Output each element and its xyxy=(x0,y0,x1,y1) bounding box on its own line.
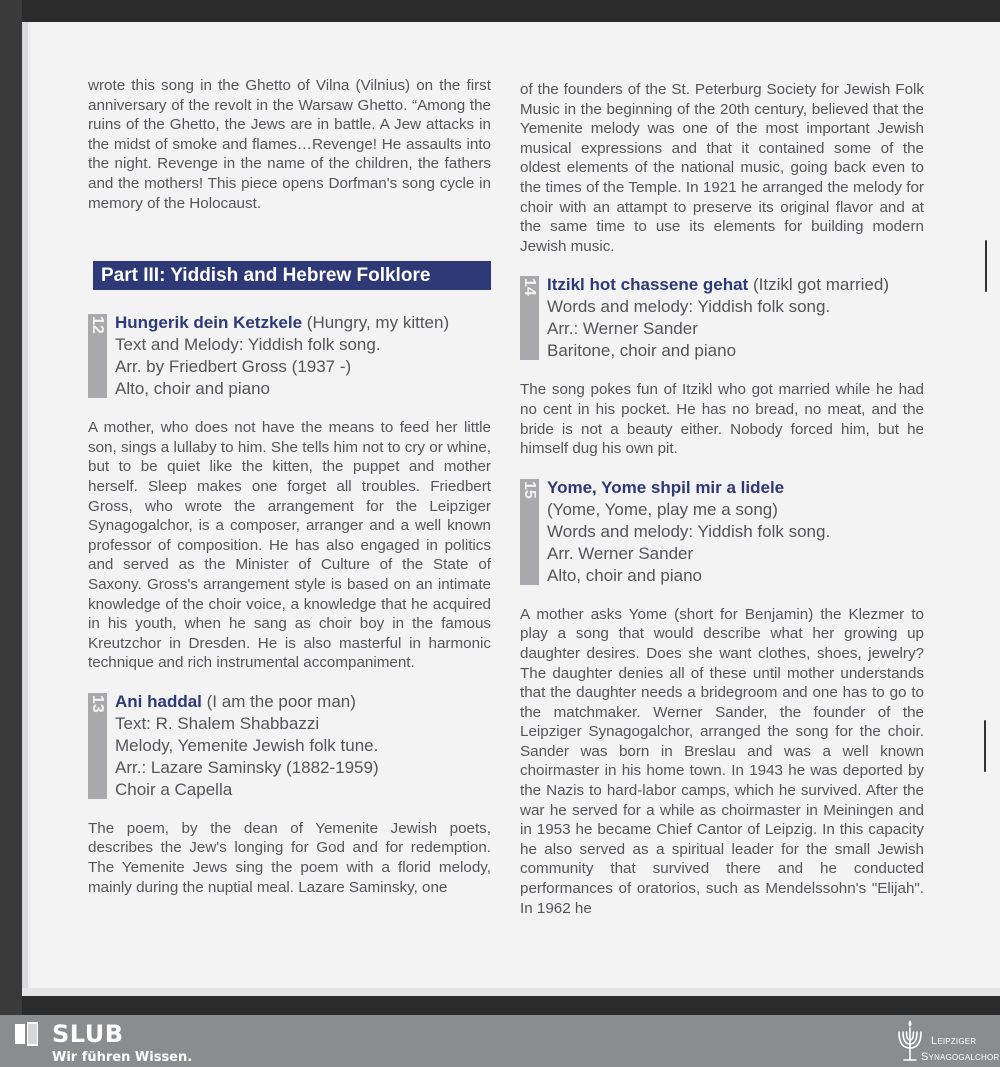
track-credit: Words and melody: Yiddish folk song. xyxy=(547,297,831,317)
track-credit: Text and Melody: Yiddish folk song. xyxy=(115,335,381,355)
track-credit: Alto, choir and piano xyxy=(547,565,702,585)
section-heading: Part III: Yiddish and Hebrew Folklore xyxy=(93,261,491,290)
track-subtitle: (Yome, Yome, play me a song) xyxy=(547,499,778,519)
track-credit: Melody, Yemenite Jewish folk tune. xyxy=(115,735,379,755)
library-name: SLUB xyxy=(52,1020,124,1048)
track-number-badge: 15 xyxy=(520,479,539,585)
track-title: Yome, Yome shpil mir a lidele xyxy=(547,477,785,497)
track-number-badge: 14 xyxy=(520,276,539,360)
staple-mark-bottom xyxy=(984,720,986,772)
track-credit: Alto, choir and piano xyxy=(115,379,270,399)
staple-mark-top xyxy=(985,240,987,292)
track-title: Hungerik dein Ketzkele xyxy=(115,313,303,333)
track-number-badge: 12 xyxy=(88,314,107,398)
track-credit: Arr.: Lazare Saminsky (1882-1959) xyxy=(115,757,379,777)
track-13-description: The poem, by the dean of Yemenite Jewish poets, describes the Jew's longing for God and for redemption. The Yemenite Jews sing the poem with a florid melody, mainly during the nuptial meal. Lazare Saminsky, one xyxy=(88,819,491,896)
track-subtitle: (Itzikl got married) xyxy=(748,275,889,295)
track-credit: Text: R. Shalem Shabbazzi xyxy=(115,713,320,733)
scan-background xyxy=(0,0,22,1015)
page-edge xyxy=(22,988,1000,996)
right-column xyxy=(520,80,924,918)
track-subtitle: (Hungry, my kitten) xyxy=(302,313,450,333)
track-title: Itzikl hot chassene gehat xyxy=(547,275,749,295)
track-title: Ani haddal xyxy=(115,691,202,711)
track-credit: Baritone, choir and piano xyxy=(547,341,737,361)
track-15-description: A mother asks Yome (short for Benjamin) the Klezmer to play a song that would describe what her growing up daughter desires. Does she want clothes, shoes, jewelry? The daughter denies all of these until mother understands that the daughter needs a bridegroom and one has to go to the matchmaker. Werner Sander, the founder of the Leipziger Synagogalchor, arranged the song for the choir. Sander was born in Breslau and was a well known choirmaster in his home town. In 1943 he was deported by the Nazis to hard-labor camps, which he survived. After the war he served for a while as choirmaster in Meiningen and in 1953 he became Chief Cantor of Leipzig. In this capacity he also served as a spiritual leader for the small Jewish community that survived there and he conducted performances of oratorios, such as Mendelssohn's "Elijah". In 1962 he xyxy=(520,605,924,917)
track-14-description: The song pokes fun of Itzikl who got married while he had no cent in his pocket. He has no bread, no meat, and the bride is not a beauty either. Nobody forced him, but he himself dug his own pit. xyxy=(520,381,924,458)
slub-logo-icon xyxy=(14,1021,40,1047)
track-credit: Arr. by Friedbert Gross (1937 -) xyxy=(115,357,352,377)
track-12-description: A mother, who does not have the means to feed her little son, sings a lullaby to him. She tells him not to cry or whine, but to be quiet like the kitten, the puppet and mother herself. Sleep makes one forget all troubles. Friedbert Gross, who wrote the arrangement for the Leipziger Synagogalchor, is a composer, arranger and a well known professor of composition. He has also engaged in politics and served as the Minister of Culture of the State of Saxony. Gross's arrangement style is based on an intimate knowledge of the choir voice, a knowledge that he acquired in his youth, when he sang as choir boy in the famous Kreutzchor in Dresden. He is also masterful in harmonic technique and rich instrumental accompaniment. xyxy=(88,419,491,672)
track-credit: Arr. Werner Sander xyxy=(547,543,694,563)
library-tagline: Wir führen Wissen. xyxy=(52,1050,193,1065)
track-credit: Words and melody: Yiddish folk song. xyxy=(547,521,831,541)
track-subtitle: (I am the poor man) xyxy=(201,691,356,711)
track-number-badge: 13 xyxy=(88,693,107,799)
intro-paragraph-left: wrote this song in the Ghetto of Vilna (Vilnius) on the first anniversary of the revolt in the Warsaw Ghetto. “Among the ruins of the Ghetto, the Jews are in battle. A Jew attacks in the midst of smoke and flames…Revenge! He assaults into the night. Revenge in the name of the children, the fathers and the mothers! This piece opens Dorfman's song cycle in memory of the Holocaust. xyxy=(88,77,491,212)
track-13 xyxy=(88,691,491,801)
track-12 xyxy=(88,312,491,400)
choir-name-line1: Leipziger xyxy=(931,1035,977,1047)
track-credit: Arr.: Werner Sander xyxy=(547,319,698,339)
track-credit: Choir a Capella xyxy=(115,779,233,799)
choir-name-line2: Synagogalchor xyxy=(921,1051,1000,1063)
track-15 xyxy=(520,477,924,587)
left-column xyxy=(88,76,491,897)
intro-paragraph-right: of the founders of the St. Peterburg Society for Jewish Folk Music in the beginning of the 20th century, believed that the Yemenite melody was one of the most important Jewish musical expressions and that it contained some of the oldest elements of the national music, going back even to the times of the Temple. In 1921 he arranged the melody for choir with an attampt to preserve its original flavor and at the same time to use its elements for building modern Jewish music. xyxy=(520,81,924,255)
track-14 xyxy=(520,274,924,362)
